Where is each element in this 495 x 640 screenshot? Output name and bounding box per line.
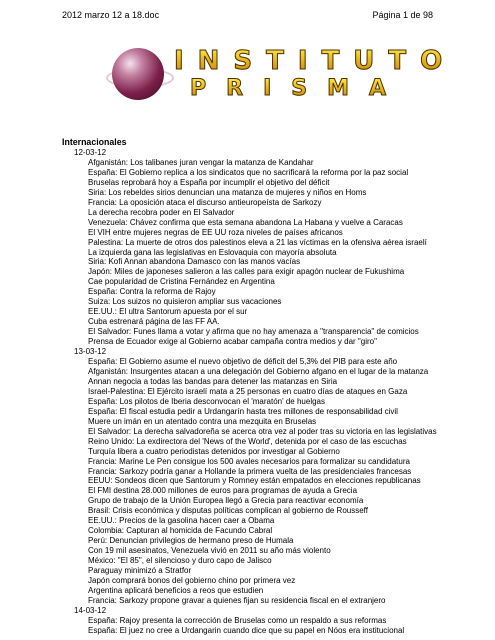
headline-item: España: El Gobierno asume el nuevo objetivo de déficit del 5,3% del PIB para este año — [88, 357, 398, 367]
headline-item: Francia: Sarkozy propone gravar a quienes fijan su residencia fiscal en el extranjero — [88, 595, 386, 605]
headline-item: Francia: Sarkozy podría ganar a Hollande la primera vuelta de las presidenciales francesas — [88, 466, 412, 476]
document-body — [62, 137, 485, 636]
headline-item: Japón: Miles de japoneses salieron a las calles para exigir apagón nuclear de Fukushima — [88, 267, 405, 277]
headline-item: El VIH entre mujeres negras de EE UU roza niveles de países africanos — [88, 227, 343, 237]
headline-item: Cuba estrenará página de las FF AA. — [88, 317, 220, 327]
date-heading: 14-03-12 — [74, 605, 107, 615]
institute-logo — [112, 40, 457, 110]
page-header — [62, 10, 433, 24]
document-name: 2012 marzo 12 a 18.doc — [62, 10, 160, 20]
logo-text-line2: PRISMA — [190, 76, 407, 101]
headline-item: El Salvador: Funes llama a votar y afirma que no hay amenaza a "transparencia" de comicios — [88, 327, 419, 337]
headline-item: Colombia: Capturan al homicida de Facundo Cabral — [88, 526, 273, 536]
date-heading: 12-03-12 — [74, 148, 107, 157]
headline-item: Cae popularidad de Cristina Fernández en Argentina — [88, 277, 275, 287]
headline-item: La izquierda gana las legislativas en Eslovaquia con mayoría absoluta — [88, 247, 337, 257]
headline-item: El Salvador: La derecha salvadoreña se acerca otra vez al poder tras su victoria en las legislativas — [88, 426, 437, 436]
headline-item: Perú: Denuncian privilegios de hermano preso de Humala — [88, 536, 294, 546]
headline-item: Japón comprará bonos del gobierno chino por primera vez — [88, 575, 296, 585]
headline-item: Palestina: La muerte de otros dos palestinos eleva a 21 las víctimas en la ofensiva aérea israelí — [88, 237, 427, 247]
logo-sphere-graphic — [112, 48, 164, 100]
page-number: Página 1 de 98 — [372, 10, 433, 20]
headline-item: Suiza: Los suizos no quisieron ampliar sus vacaciones — [88, 297, 282, 307]
headline-item: EE.UU.: Precios de la gasolina hacen caer a Obama — [88, 516, 275, 526]
headline-item: Francia: La oposición ataca el discurso antieuropeísta de Sarkozy — [88, 197, 322, 207]
headline-item: Prensa de Ecuador exige al Gobierno acabar campaña contra medios y dar "giro" — [88, 337, 377, 347]
headline-item: Bruselas reprobará hoy a España por incumplir el objetivo del déficit — [88, 177, 330, 187]
headline-item: España: Los pilotos de Iberia desconvocan el 'maratón' de huelgas — [88, 396, 325, 406]
headline-item: Argentina aplicará beneficios a reos que estudien — [88, 585, 264, 595]
headline-item: España: Contra la reforma de Rajoy — [88, 287, 216, 297]
headline-item: Afganistán: Los talibanes juran vengar la matanza de Kandahar — [88, 157, 314, 167]
headline-item: Turquía libera a cuatro periodistas detenidos por investigar al Gobierno — [88, 446, 340, 456]
headline-item: EEUU: Sondeos dicen que Santorum y Romney están empatados en elecciones republicanas — [88, 476, 421, 486]
headline-item: Con 19 mil asesinatos, Venezuela vivió en 2011 su año más violento — [88, 546, 331, 556]
headline-item: El FMI destina 28.000 millones de euros para programas de ayuda a Grecia — [88, 486, 358, 496]
headline-item: Brasil: Crisis económica y disputas políticas complican al gobierno de Rousseff — [88, 506, 368, 516]
headline-item: Siria: Kofi Annan abandona Damasco con las manos vacías — [88, 257, 301, 267]
date-groups — [62, 148, 485, 636]
headline-item: Francia: Marine Le Pen consigue los 500 avales necesarios para formalizar su candidatura — [88, 456, 410, 466]
headline-item: México: "El 85", el silencioso y duro capo de Jalisco — [88, 556, 272, 566]
headline-item: España: El Gobierno replica a los sindicatos que no sacrificará la reforma por la paz social — [88, 167, 409, 177]
date-heading: 13-03-12 — [74, 347, 107, 357]
headline-item: Paraguay minimizó a Stratfor — [88, 566, 192, 576]
headline-item: Muere un imán en un atentado contra una mezquita en Bruselas — [88, 416, 317, 426]
headline-item: Afganistán: Insurgentes atacan a una delegación del Gobierno afgano en el lugar de la matanza — [88, 366, 429, 376]
headline-item: Annan negocia a todas las bandas para detener las matanzas en Siria — [88, 376, 338, 386]
headline-item: España: El fiscal estudia pedir a Urdangarín hasta tres millones de responsabilidad civil — [88, 406, 398, 416]
section-title: Internacionales — [62, 137, 127, 147]
headline-item: EE.UU.: El ultra Santorum apuesta por el sur — [88, 307, 248, 317]
logo-text-line1: INSTITUTO — [174, 46, 457, 76]
headline-item: Reino Unido: La exdirectora del 'News of the World', detenida por el caso de las escuchas — [88, 436, 407, 446]
headline-item: Venezuela: Chávez confirma que esta semana abandona La Habana y vuelve a Caracas — [88, 217, 403, 227]
headline-item: Grupo de trabajo de la Unión Europea llegó a Grecia para reactivar economía — [88, 496, 364, 506]
headline-item: Israel-Palestina: El Ejército israelí mata a 25 personas en cuatro días de ataques en Gaza — [88, 386, 408, 396]
headline-item: Siria: Los rebeldes sirios denuncian una matanza de mujeres y niños en Homs — [88, 187, 367, 197]
headline-item: España: Rajoy presenta la corrección de Bruselas como un respaldo a sus reformas — [88, 615, 387, 625]
headline-item: España: El juez no cree a Urdangarin cuando dice que su papel en Nóos era institucional — [88, 625, 405, 635]
headline-item: La derecha recobra poder en El Salvador — [88, 207, 235, 217]
